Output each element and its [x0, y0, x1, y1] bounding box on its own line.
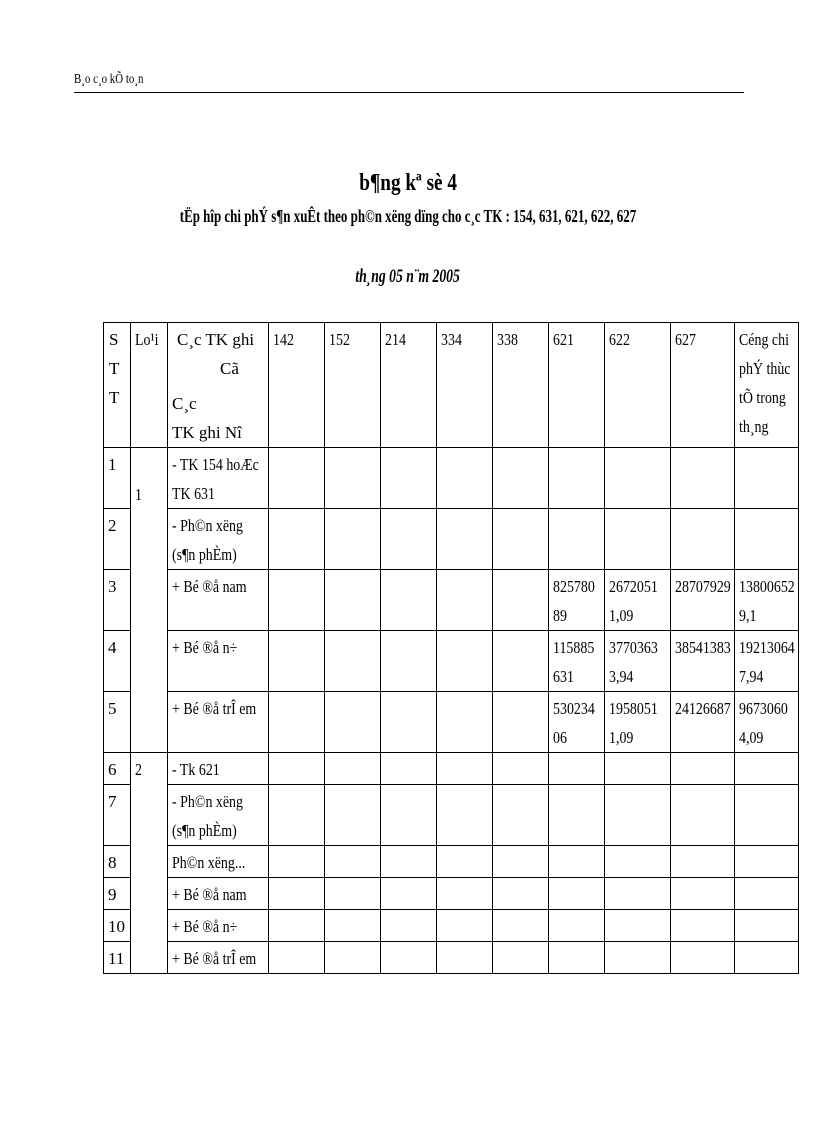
header-col-text: 621	[553, 330, 574, 349]
header-col-text: 214	[385, 330, 406, 349]
cell-152	[325, 878, 381, 910]
row-label	[168, 692, 269, 753]
cell-142	[269, 631, 325, 692]
report-period	[0, 266, 816, 288]
cell-214	[381, 692, 437, 753]
cell-152	[325, 753, 381, 785]
header-col-total	[735, 323, 799, 448]
cell-622	[605, 910, 671, 942]
cell-total	[735, 910, 799, 942]
row-label	[168, 631, 269, 692]
header-col-text: 627	[675, 330, 696, 349]
table-row	[104, 692, 799, 753]
cell-622	[605, 785, 671, 846]
row-label	[168, 448, 269, 509]
cell-621	[549, 631, 605, 692]
row-label-text: + Bé ®å trÎ em	[172, 949, 257, 968]
row-stt: 3	[104, 570, 131, 631]
cell-value: 82578089	[553, 577, 595, 625]
cell-334	[437, 448, 493, 509]
cell-334	[437, 570, 493, 631]
header-col-627	[671, 323, 735, 448]
cell-334	[437, 753, 493, 785]
row-type-text: 2	[135, 760, 142, 779]
cell-152	[325, 785, 381, 846]
cell-622	[605, 692, 671, 753]
header-type-text: Lo¹i	[135, 330, 159, 349]
cell-152	[325, 570, 381, 631]
cell-621	[549, 846, 605, 878]
header-col-334	[437, 323, 493, 448]
cell-142	[269, 448, 325, 509]
cell-value: 138006529,1	[739, 577, 795, 625]
page-title-text: b¶ng kª sè 4	[359, 170, 457, 196]
cell-214	[381, 846, 437, 878]
cell-214	[381, 785, 437, 846]
cell-338	[493, 910, 549, 942]
cell-total	[735, 753, 799, 785]
cell-338	[493, 878, 549, 910]
row-type-group-2	[131, 753, 168, 974]
row-stt: 7	[104, 785, 131, 846]
header-col-text: 338	[497, 330, 518, 349]
table-row	[104, 910, 799, 942]
row-label	[168, 509, 269, 570]
cell-338	[493, 692, 549, 753]
cell-value: 28707929	[675, 577, 731, 596]
header-col-text: Céng chi phÝ thùc tÕ trong th¸ng	[739, 330, 791, 436]
row-label	[168, 910, 269, 942]
cell-214	[381, 878, 437, 910]
cell-214	[381, 753, 437, 785]
row-label	[168, 753, 269, 785]
row-label-text: + Bé ®å nam	[172, 885, 247, 904]
cell-622	[605, 448, 671, 509]
cell-338	[493, 753, 549, 785]
table-row	[104, 509, 799, 570]
header-col-text: 622	[609, 330, 630, 349]
cell-152	[325, 631, 381, 692]
table-row	[104, 631, 799, 692]
row-stt: 6	[104, 753, 131, 785]
header-col-142	[269, 323, 325, 448]
table-row	[104, 785, 799, 846]
row-stt: 8	[104, 846, 131, 878]
header-col-338	[493, 323, 549, 448]
cell-152	[325, 448, 381, 509]
cell-value: 19580511,09	[609, 699, 658, 747]
cell-622	[605, 753, 671, 785]
header-rule	[74, 92, 744, 93]
cell-total	[735, 692, 799, 753]
row-type-group-1	[131, 448, 168, 753]
cell-152	[325, 692, 381, 753]
cell-152	[325, 846, 381, 878]
row-label-text: Ph©n xëng...	[172, 853, 246, 872]
row-label	[168, 846, 269, 878]
cost-table	[103, 322, 799, 974]
corner-debit-sub: TK ghi Nî	[172, 423, 242, 442]
cell-338	[493, 942, 549, 974]
cell-627	[671, 570, 735, 631]
cell-value: 37703633,94	[609, 638, 658, 686]
header-type	[131, 323, 168, 448]
cell-622	[605, 509, 671, 570]
cell-627	[671, 785, 735, 846]
row-stt: 9	[104, 878, 131, 910]
corner-credit-sub: Cã	[220, 359, 239, 378]
row-label	[168, 570, 269, 631]
report-header: B¸o c¸o kÕ to¸n	[74, 72, 144, 87]
cell-334	[437, 631, 493, 692]
cell-334	[437, 846, 493, 878]
cell-338	[493, 785, 549, 846]
cell-334	[437, 692, 493, 753]
cell-total	[735, 785, 799, 846]
cell-214	[381, 448, 437, 509]
row-stt: 11	[104, 942, 131, 974]
header-col-214	[381, 323, 437, 448]
cell-142	[269, 692, 325, 753]
cell-value: 38541383	[675, 638, 731, 657]
header-col-text: 142	[273, 330, 294, 349]
cell-142	[269, 878, 325, 910]
table-row	[104, 448, 799, 509]
cell-627	[671, 753, 735, 785]
cell-621	[549, 910, 605, 942]
table-row	[104, 942, 799, 974]
cell-627	[671, 846, 735, 878]
cell-total	[735, 509, 799, 570]
cell-142	[269, 785, 325, 846]
cell-214	[381, 942, 437, 974]
cell-621	[549, 942, 605, 974]
cell-total	[735, 878, 799, 910]
cell-627	[671, 878, 735, 910]
cell-627	[671, 692, 735, 753]
cell-total	[735, 846, 799, 878]
header-col-622	[605, 323, 671, 448]
cell-621	[549, 878, 605, 910]
cell-627	[671, 509, 735, 570]
row-label	[168, 942, 269, 974]
cell-334	[437, 785, 493, 846]
cell-622	[605, 570, 671, 631]
cell-value: 96730604,09	[739, 699, 788, 747]
row-label-text: - Tk 621	[172, 760, 220, 779]
cell-152	[325, 942, 381, 974]
cell-334	[437, 910, 493, 942]
cell-214	[381, 570, 437, 631]
cell-334	[437, 509, 493, 570]
header-stt-text: S T T	[109, 330, 120, 407]
table-row	[104, 753, 799, 785]
cell-214	[381, 910, 437, 942]
row-stt: 4	[104, 631, 131, 692]
cell-338	[493, 448, 549, 509]
cell-142	[269, 942, 325, 974]
page-subtitle-text: tËp hîp chi phÝ s¶n xuÊt theo ph©n xëng dïng cho c¸c TK : 154, 631, 621, 622, 627	[179, 206, 637, 226]
row-label-text: - Ph©n xëng (s¶n phÈm)	[172, 516, 243, 564]
row-label-text: + Bé ®å trÎ em	[172, 699, 257, 718]
table-row	[104, 878, 799, 910]
row-stt: 2	[104, 509, 131, 570]
cell-214	[381, 631, 437, 692]
cell-value: 53023406	[553, 699, 595, 747]
cell-622	[605, 846, 671, 878]
cell-621	[549, 570, 605, 631]
cell-total	[735, 631, 799, 692]
row-stt: 10	[104, 910, 131, 942]
row-label-text: - TK 154 hoÆc TK 631	[172, 455, 259, 503]
cell-622	[605, 631, 671, 692]
cell-627	[671, 448, 735, 509]
table-header-row	[104, 323, 799, 448]
corner-credit-label: C¸c TK ghi	[176, 330, 255, 349]
cell-142	[269, 910, 325, 942]
cell-621	[549, 753, 605, 785]
cell-621	[549, 692, 605, 753]
cell-value: 115885631	[553, 638, 595, 686]
cell-627	[671, 631, 735, 692]
header-col-text: 334	[441, 330, 462, 349]
cell-total	[735, 448, 799, 509]
cell-152	[325, 509, 381, 570]
cell-622	[605, 878, 671, 910]
cell-622	[605, 942, 671, 974]
cell-total	[735, 942, 799, 974]
cell-621	[549, 785, 605, 846]
cell-621	[549, 509, 605, 570]
row-label-text: + Bé ®å n÷	[172, 638, 238, 657]
cell-338	[493, 509, 549, 570]
page-title	[0, 170, 816, 197]
row-type-text: 1	[135, 485, 142, 504]
cell-627	[671, 910, 735, 942]
cell-621	[549, 448, 605, 509]
header-stt	[104, 323, 131, 448]
header-corner	[168, 323, 269, 448]
cell-142	[269, 509, 325, 570]
cell-214	[381, 509, 437, 570]
cell-627	[671, 942, 735, 974]
cell-value: 24126687	[675, 699, 731, 718]
table-row	[104, 570, 799, 631]
row-stt: 1	[104, 448, 131, 509]
cell-142	[269, 753, 325, 785]
row-label	[168, 878, 269, 910]
header-col-621	[549, 323, 605, 448]
corner-debit-label: C¸c	[172, 394, 197, 413]
cell-338	[493, 846, 549, 878]
cell-152	[325, 910, 381, 942]
report-period-text: th¸ng 05 n¨m 2005	[355, 266, 461, 287]
table-row	[104, 846, 799, 878]
row-label-text: + Bé ®å nam	[172, 577, 247, 596]
row-label-text: - Ph©n xëng (s¶n phÈm)	[172, 792, 243, 840]
page-subtitle	[0, 206, 816, 227]
header-col-text: 152	[329, 330, 350, 349]
row-label-text: + Bé ®å n÷	[172, 917, 238, 936]
cell-142	[269, 570, 325, 631]
cell-338	[493, 570, 549, 631]
cell-334	[437, 942, 493, 974]
cell-total	[735, 570, 799, 631]
cell-value: 26720511,09	[609, 577, 658, 625]
cell-338	[493, 631, 549, 692]
cell-value: 192130647,94	[739, 638, 795, 686]
row-stt: 5	[104, 692, 131, 753]
header-col-152	[325, 323, 381, 448]
cell-142	[269, 846, 325, 878]
row-label	[168, 785, 269, 846]
cell-334	[437, 878, 493, 910]
